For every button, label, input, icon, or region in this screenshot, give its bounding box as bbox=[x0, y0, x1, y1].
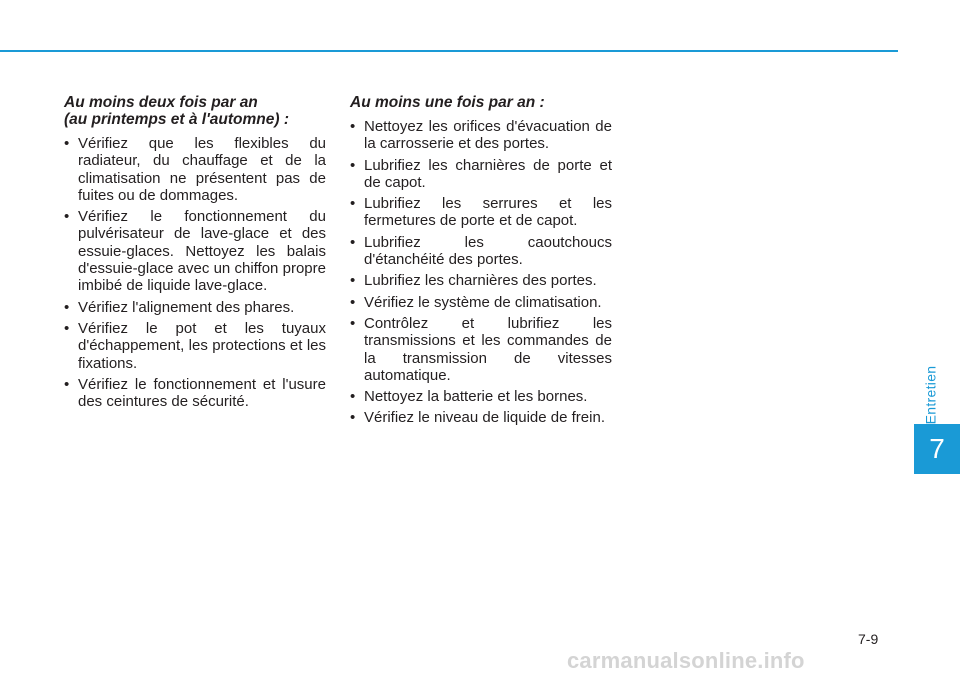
right-column-heading: Au moins une fois par an : bbox=[350, 94, 545, 111]
section-tab-label bbox=[917, 360, 943, 430]
header-rule bbox=[0, 50, 898, 52]
list-item: • Vérifiez le niveau de liquide de frein. bbox=[350, 409, 612, 426]
right-item-list bbox=[350, 118, 612, 427]
list-item: • Vérifiez le fonctionnement du pulvérisateur de lave-glace et des essuie-glaces. Nettoyez les balais d'essuie-glace avec un chiffon propre imbibé de liquide lave-glace. bbox=[64, 208, 326, 294]
watermark: carmanualsonline.info bbox=[567, 648, 805, 673]
page-number: 7-9 bbox=[858, 631, 879, 647]
list-item: • Lubrifiez les serrures et les fermetures de porte et de capot. bbox=[350, 195, 612, 230]
section-label-text: Entretien bbox=[922, 365, 939, 425]
list-item: • Vérifiez le fonctionnement et l'usure des ceintures de sécurité. bbox=[64, 376, 326, 411]
chapter-number: 7 bbox=[929, 433, 945, 464]
list-item: • Vérifiez le système de climatisation. bbox=[350, 294, 612, 311]
list-item: • Vérifiez que les flexibles du radiateur, du chauffage et de la climatisation ne présentent pas de fuites ou de dommages. bbox=[64, 135, 326, 204]
list-item: • Vérifiez l'alignement des phares. bbox=[64, 299, 326, 316]
left-column-heading: Au moins deux fois par an (au printemps et à l'automne) : bbox=[64, 94, 290, 128]
chapter-number-tab bbox=[914, 424, 960, 474]
left-item-list bbox=[64, 135, 326, 410]
list-item: • Vérifiez le pot et les tuyaux d'échappement, les protections et les fixations. bbox=[64, 320, 326, 372]
left-column bbox=[64, 94, 326, 414]
list-item: • Lubrifiez les caoutchoucs d'étanchéité des portes. bbox=[350, 234, 612, 269]
list-item: • Lubrifiez les charnières de porte et de capot. bbox=[350, 157, 612, 192]
list-item: • Lubrifiez les charnières des portes. bbox=[350, 272, 612, 289]
list-item: • Nettoyez les orifices d'évacuation de la carrosserie et des portes. bbox=[350, 118, 612, 153]
list-item: • Nettoyez la batterie et les bornes. bbox=[350, 388, 612, 405]
list-item: • Contrôlez et lubrifiez les transmissions et les commandes de la transmission de vitesses automatique. bbox=[350, 315, 612, 384]
right-column bbox=[350, 94, 612, 431]
